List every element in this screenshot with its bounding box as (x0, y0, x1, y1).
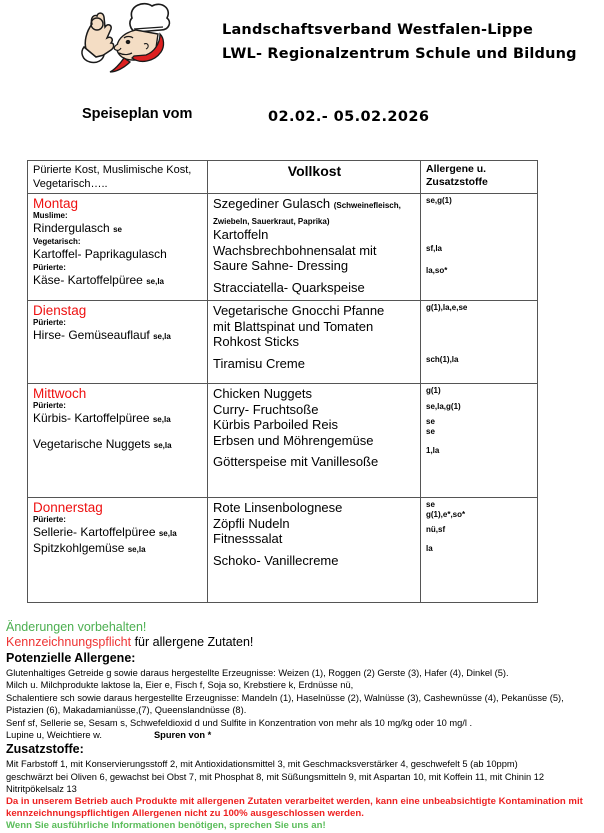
header-special-diets: Pürierte Kost, Muslimische Kost, Vegetarisch….. (28, 161, 208, 194)
day-cell-dienstag (28, 301, 208, 384)
changes-reserved-note: Änderungen vorbehalten! (6, 620, 147, 634)
allergen-code: se,la,g(1) (426, 402, 461, 411)
allergen-code: g(1) (426, 386, 441, 395)
diet-dish-text: Rindergulasch (33, 221, 110, 235)
allergen-code: se (426, 427, 435, 436)
allergen-code: la (426, 544, 433, 553)
header-vollkost: Vollkost (208, 161, 421, 194)
main-dish-dessert: Stracciatella- Quarkspeise (213, 279, 365, 295)
diet-label: Pürierte: (33, 263, 66, 272)
header-allergens-line-2: Zusatzstoffe (426, 176, 488, 188)
allergen-cell-donnerstag (421, 498, 538, 603)
main-dish: Chicken Nuggets (213, 386, 312, 401)
org-name-line-1: Landschaftsverband Westfalen-Lippe (222, 22, 533, 38)
plan-label: Speiseplan vom (82, 106, 193, 122)
header-allergens-line-1: Allergene u. (426, 163, 487, 175)
main-dish-note-line (213, 212, 416, 228)
day-name: Montag (33, 196, 79, 211)
spacer (426, 206, 533, 244)
main-dish: Saure Sahne- Dressing (213, 258, 349, 273)
organization-title (222, 18, 582, 66)
diet-dish-code: se,la (127, 545, 146, 554)
diet-dish-text: Spitzkohlgemüse (33, 541, 125, 555)
diet-dish-text: Kartoffel- Paprikagulasch (33, 247, 167, 261)
spacer (33, 427, 203, 437)
diet-dish-text: Kürbis- Kartoffelpüree (33, 411, 150, 425)
allergen-line: Glutenhaltiges Getreide g sowie daraus hergestellte Erzeugnisse: Weizen (1), Roggen (2) Gerste (3), Hafer (4), Dinkel (5). (6, 668, 509, 678)
diet-label: Pürierte: (33, 318, 66, 327)
lupine-line: Lupine u, Weichtiere w. (6, 730, 102, 741)
diet-dish (33, 273, 203, 289)
allergen-line: Schalentiere sch sowie daraus hergestellte Erzeugnisse: Mandeln (1), Haselnüsse (2), Walnüsse (3), Cashewnüsse (4), Pekanüsse (5), (6, 692, 564, 703)
main-dish (213, 196, 416, 212)
diet-dish-code: se,la (153, 441, 172, 450)
additives-heading: Zusatzstoffe: (6, 742, 84, 757)
main-dish: Kürbis Parboiled Reis (213, 417, 339, 432)
footer-legend (6, 620, 600, 833)
allergen-code: g(1),la,e,se (426, 303, 468, 312)
day-name: Dienstag (33, 303, 87, 318)
diet-label: Pürierte: (33, 401, 66, 410)
more-info-note: Wenn Sie ausführliche Informationen benötigen, sprechen Sie uns an! (6, 820, 326, 832)
main-menu-cell-dienstag (208, 301, 421, 384)
allergen-code: nü,sf (426, 525, 446, 534)
allergen-cell-mittwoch (421, 384, 538, 498)
plan-date-range: 02.02.- 05.02.2026 (268, 109, 430, 125)
traces-line: Spuren von * (153, 730, 212, 741)
allergen-code: se,g(1) (426, 196, 452, 205)
diet-dish-text: Käse- Kartoffelpüree (33, 273, 143, 287)
main-dish-dessert: Götterspeise mit Vanillesoße (213, 454, 379, 469)
allergen-code: sch(1),la (426, 355, 459, 364)
labelling-requirement-rest: für allergene Zutaten! (131, 635, 254, 649)
main-dish-note: (Schweinefleisch, (333, 201, 401, 210)
header-allergens (421, 161, 538, 194)
additive-line: Mit Farbstoff 1, mit Konservierungsstoff 2, mit Antioxidationsmittel 3, mit Geschmacksverstärker 4, geschwefelt 5 (ab 10ppm) (6, 759, 518, 770)
main-dish: Vegetarische Gnocchi Pfanne (213, 303, 385, 318)
labelling-requirement-note (6, 635, 600, 650)
diet-dish-code: se (113, 225, 122, 234)
main-dish: Curry- Fruchtsoße (213, 401, 319, 417)
main-menu-cell-mittwoch (208, 384, 421, 498)
menu-table (27, 160, 538, 603)
chef-logo-icon (66, 2, 174, 74)
allergen-cell-montag (421, 194, 538, 301)
diet-dish-code: se,la (153, 332, 171, 341)
diet-dish-code: se,la (146, 277, 164, 286)
additive-line: Nitritpökelsalz 13 (6, 784, 77, 795)
main-dish-dessert: Tiramisu Creme (213, 355, 305, 371)
diet-dish-text: Vegetarische Nuggets (33, 437, 151, 451)
plan-period-row (0, 80, 604, 126)
day-name: Mittwoch (33, 386, 87, 401)
main-dish: Kartoffeln (213, 227, 269, 242)
table-header-row (28, 161, 538, 194)
additive-line: geschwärzt bei Oliven 6, gewachst bei Obst 7, mit Phosphat 8, mit Süßungsmitteln 9, mit Aspartan 10, mit Koffein 11, mit Chinin 12 (6, 771, 545, 782)
diet-dish (33, 328, 203, 344)
diet-dish-text: Hirse- Gemüseauflauf (33, 328, 150, 342)
allergen-line: Senf sf, Sellerie se, Sesam s, Schwefeldioxid d und Sulfite in Konzentration von mehr als 10 mg/kg oder 10 mg/l . (6, 717, 473, 728)
table-row (28, 301, 538, 384)
allergen-line: Milch u. Milchprodukte laktose la, Eier e, Fisch f, Soja so, Krebstiere k, Erdnüsse nü, (6, 680, 354, 691)
main-dish: Wachsbrechbohnensalat mit (213, 242, 377, 258)
diet-dish (33, 525, 203, 541)
allergen-code: se (426, 417, 435, 426)
spacer (426, 254, 533, 266)
spacer (426, 535, 533, 544)
diet-dish (33, 411, 203, 427)
diet-dish (33, 541, 203, 557)
diet-dish (33, 437, 203, 453)
allergen-code: 1,la (426, 446, 440, 455)
diet-label: Pürierte: (33, 515, 66, 524)
main-dish-dessert: Schoko- Vanillecreme (213, 552, 339, 568)
day-name: Donnerstag (33, 500, 103, 515)
allergen-code: la,so* (426, 266, 448, 275)
document-header (0, 0, 604, 80)
main-dish-note: Zwiebeln, Sauerkraut, Paprika) (213, 216, 330, 226)
potential-allergens-heading: Potenzielle Allergene: (6, 651, 136, 665)
main-dish: mit Blattspinat und Tomaten (213, 318, 374, 334)
allergen-code: sf,la (426, 244, 443, 253)
diet-label: Vegetarisch: (33, 237, 81, 246)
allergen-code: se (426, 500, 435, 509)
day-cell-mittwoch (28, 384, 208, 498)
diet-dish (33, 247, 203, 263)
diet-dish (33, 221, 203, 237)
diet-dish-code: se,la (158, 529, 177, 538)
main-menu-cell-donnerstag (208, 498, 421, 603)
main-menu-cell-montag (208, 194, 421, 301)
main-dish: Rohkost Sticks (213, 334, 299, 349)
main-dish: Fitnesssalat (213, 531, 283, 546)
allergen-cell-dienstag (421, 301, 538, 384)
diet-dish-code: se,la (152, 415, 171, 424)
spacer (426, 437, 533, 446)
diet-dish-text: Sellerie- Kartoffelpüree (33, 525, 156, 539)
contamination-warning-line-2: kennzeichnungspflichtigen Allergenen nicht zu 100% ausgeschlossen werden. (6, 808, 364, 820)
spacer (426, 313, 533, 355)
org-name-line-2: LWL- Regionalzentrum Schule und Bildung (222, 46, 577, 62)
contamination-warning-line-1: Da in unserem Betrieb auch Produkte mit allergenen Zutaten verarbeitet werden, kann eine unbeabsichtigte Kontamination mit (6, 795, 583, 807)
allergen-code: g(1),e*,so* (426, 510, 466, 519)
lupine-traces-line (6, 729, 600, 741)
allergen-line: Pistazien (6), Makadamianüsse,(7), Queenslandnüsse (8). (6, 705, 247, 716)
table-row (28, 498, 538, 603)
day-cell-donnerstag (28, 498, 208, 603)
diet-label: Muslime: (33, 211, 68, 220)
table-row (28, 194, 538, 301)
labelling-requirement-highlight: Kennzeichnungspflicht (6, 635, 132, 649)
main-dish: Zöpfli Nudeln (213, 515, 290, 531)
main-dish-text: Szegediner Gulasch (213, 196, 331, 211)
table-row (28, 384, 538, 498)
main-dish: Erbsen und Möhrengemüse (213, 432, 374, 448)
day-cell-montag (28, 194, 208, 301)
main-dish: Rote Linsenbolognese (213, 500, 343, 515)
